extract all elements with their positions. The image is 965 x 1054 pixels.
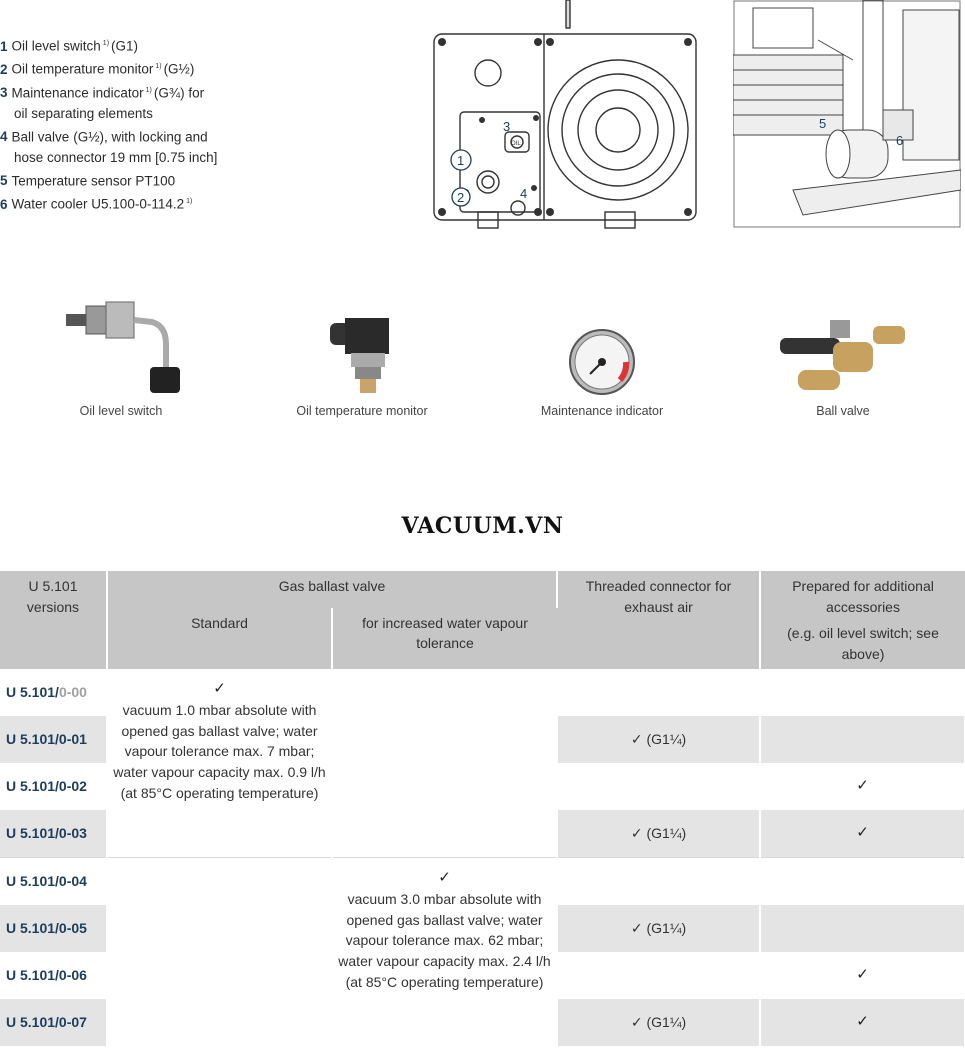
standard-empty-cell — [107, 858, 332, 1047]
increased-check-icon: ✓ — [438, 869, 451, 886]
versions-table — [0, 571, 965, 1046]
version-cell: U 5.101/0-04 — [0, 858, 107, 906]
photo-label-maintenance-indicator: Maintenance indicator — [540, 404, 664, 418]
photo-label-oil-level-switch: Oil level switch — [79, 404, 163, 418]
prepared-cell — [760, 669, 965, 716]
threaded-cell: ✓ (G1¼) — [557, 905, 760, 952]
standard-check-icon: ✓ — [213, 680, 226, 697]
header-increased: for increased water vapour tolerance — [332, 608, 557, 669]
oil-temperature-monitor-image — [325, 315, 400, 395]
legend-item-4: 4 Ball valve (G½), with locking and — [0, 129, 208, 145]
increased-note: vacuum 3.0 mbar absolute with opened gas ballast valve; water vapour tolerance max. 62 mbar; water vapour capacity max. 2.4 l/h (at 85°C operating temperature) — [338, 890, 551, 990]
version-cell: U 5.101/0-02 — [0, 763, 107, 810]
increased-note-cell — [332, 858, 557, 1047]
version-cell: U 5.101/0-03 — [0, 810, 107, 858]
header-prepared-note: (e.g. oil level switch; see above) — [787, 625, 939, 662]
drawing-callout-2: 2 — [457, 190, 465, 205]
legend-item-3-continuation: oil separating elements — [14, 105, 153, 121]
version-cell: U 5.101/0-01 — [0, 716, 107, 763]
threaded-cell — [557, 858, 760, 906]
pump-front-drawing — [430, 0, 700, 235]
threaded-cell — [557, 763, 760, 810]
prepared-check-icon: ✓ — [760, 810, 965, 858]
drawing-callout-5: 5 — [819, 116, 827, 131]
threaded-cell: ✓ (G1¼) — [557, 716, 760, 763]
header-prepared — [760, 571, 965, 669]
legend-item-2: 2 Oil temperature monitor $^{1)}$ (G½) — [0, 61, 195, 77]
header-gas-ballast: Gas ballast valve — [107, 571, 557, 608]
standard-note-cell — [107, 669, 332, 858]
version-cell: U 5.101/0-07 — [0, 999, 107, 1046]
table-row — [0, 669, 965, 716]
ball-valve-image — [778, 312, 908, 398]
header-threaded: Threaded connector for exhaust air — [557, 571, 760, 669]
increased-empty-cell — [332, 669, 557, 858]
brand-title: VACUUM.VN — [401, 513, 564, 539]
prepared-check-icon: ✓ — [760, 952, 965, 999]
threaded-cell — [557, 669, 760, 716]
legend-item-1: 1 Oil level switch $^{1)}$ (G1) — [0, 38, 139, 54]
drawing-callout-6: 6 — [896, 133, 904, 148]
prepared-check-icon: ✓ — [760, 999, 965, 1046]
threaded-cell: ✓ (G1¼) — [557, 810, 760, 858]
header-standard: Standard — [107, 608, 332, 669]
version-cell: U 5.101/0-00 — [0, 669, 107, 716]
prepared-check-icon: ✓ — [760, 763, 965, 810]
drawing-callout-3: 3 — [503, 119, 511, 134]
threaded-cell: ✓ (G1¼) — [557, 999, 760, 1046]
legend-list — [0, 34, 300, 215]
version-cell: U 5.101/0-05 — [0, 905, 107, 952]
prepared-cell — [760, 858, 965, 906]
legend-item-4-continuation: hose connector 19 mm [0.75 inch] — [14, 149, 218, 165]
header-prepared-label: Prepared for additional accessories — [792, 578, 934, 615]
drawing-callout-4: 4 — [520, 186, 528, 201]
legend-item-3: 3 Maintenance indicator $^{1)}$ (G¾) for — [0, 85, 205, 101]
photo-label-ball-valve: Ball valve — [816, 404, 870, 418]
oil-level-switch-image — [62, 292, 182, 397]
maintenance-indicator-image — [568, 328, 636, 396]
drawing-callout-1: 1 — [457, 153, 465, 168]
legend-item-5: 5 Temperature sensor PT100 — [0, 173, 176, 189]
version-cell: U 5.101/0-06 — [0, 952, 107, 999]
standard-note: vacuum 1.0 mbar absolute with opened gas ballast valve; water vapour tolerance max. 7 mbar; water vapour capacity max. 0.9 l/h (at 85°C operating temperature) — [113, 701, 326, 801]
pump-detail-drawing — [733, 0, 961, 228]
prepared-cell — [760, 716, 965, 763]
prepared-cell — [760, 905, 965, 952]
drawing-oil-text: OIL — [511, 141, 521, 147]
header-versions: U 5.101 versions — [0, 571, 107, 669]
legend-item-6: 6 Water cooler U5.100-0-114.2 $^{1)}$ — [0, 196, 193, 212]
photo-label-oil-temperature-monitor: Oil temperature monitor — [296, 404, 428, 418]
table-row — [0, 858, 965, 906]
threaded-cell — [557, 952, 760, 999]
